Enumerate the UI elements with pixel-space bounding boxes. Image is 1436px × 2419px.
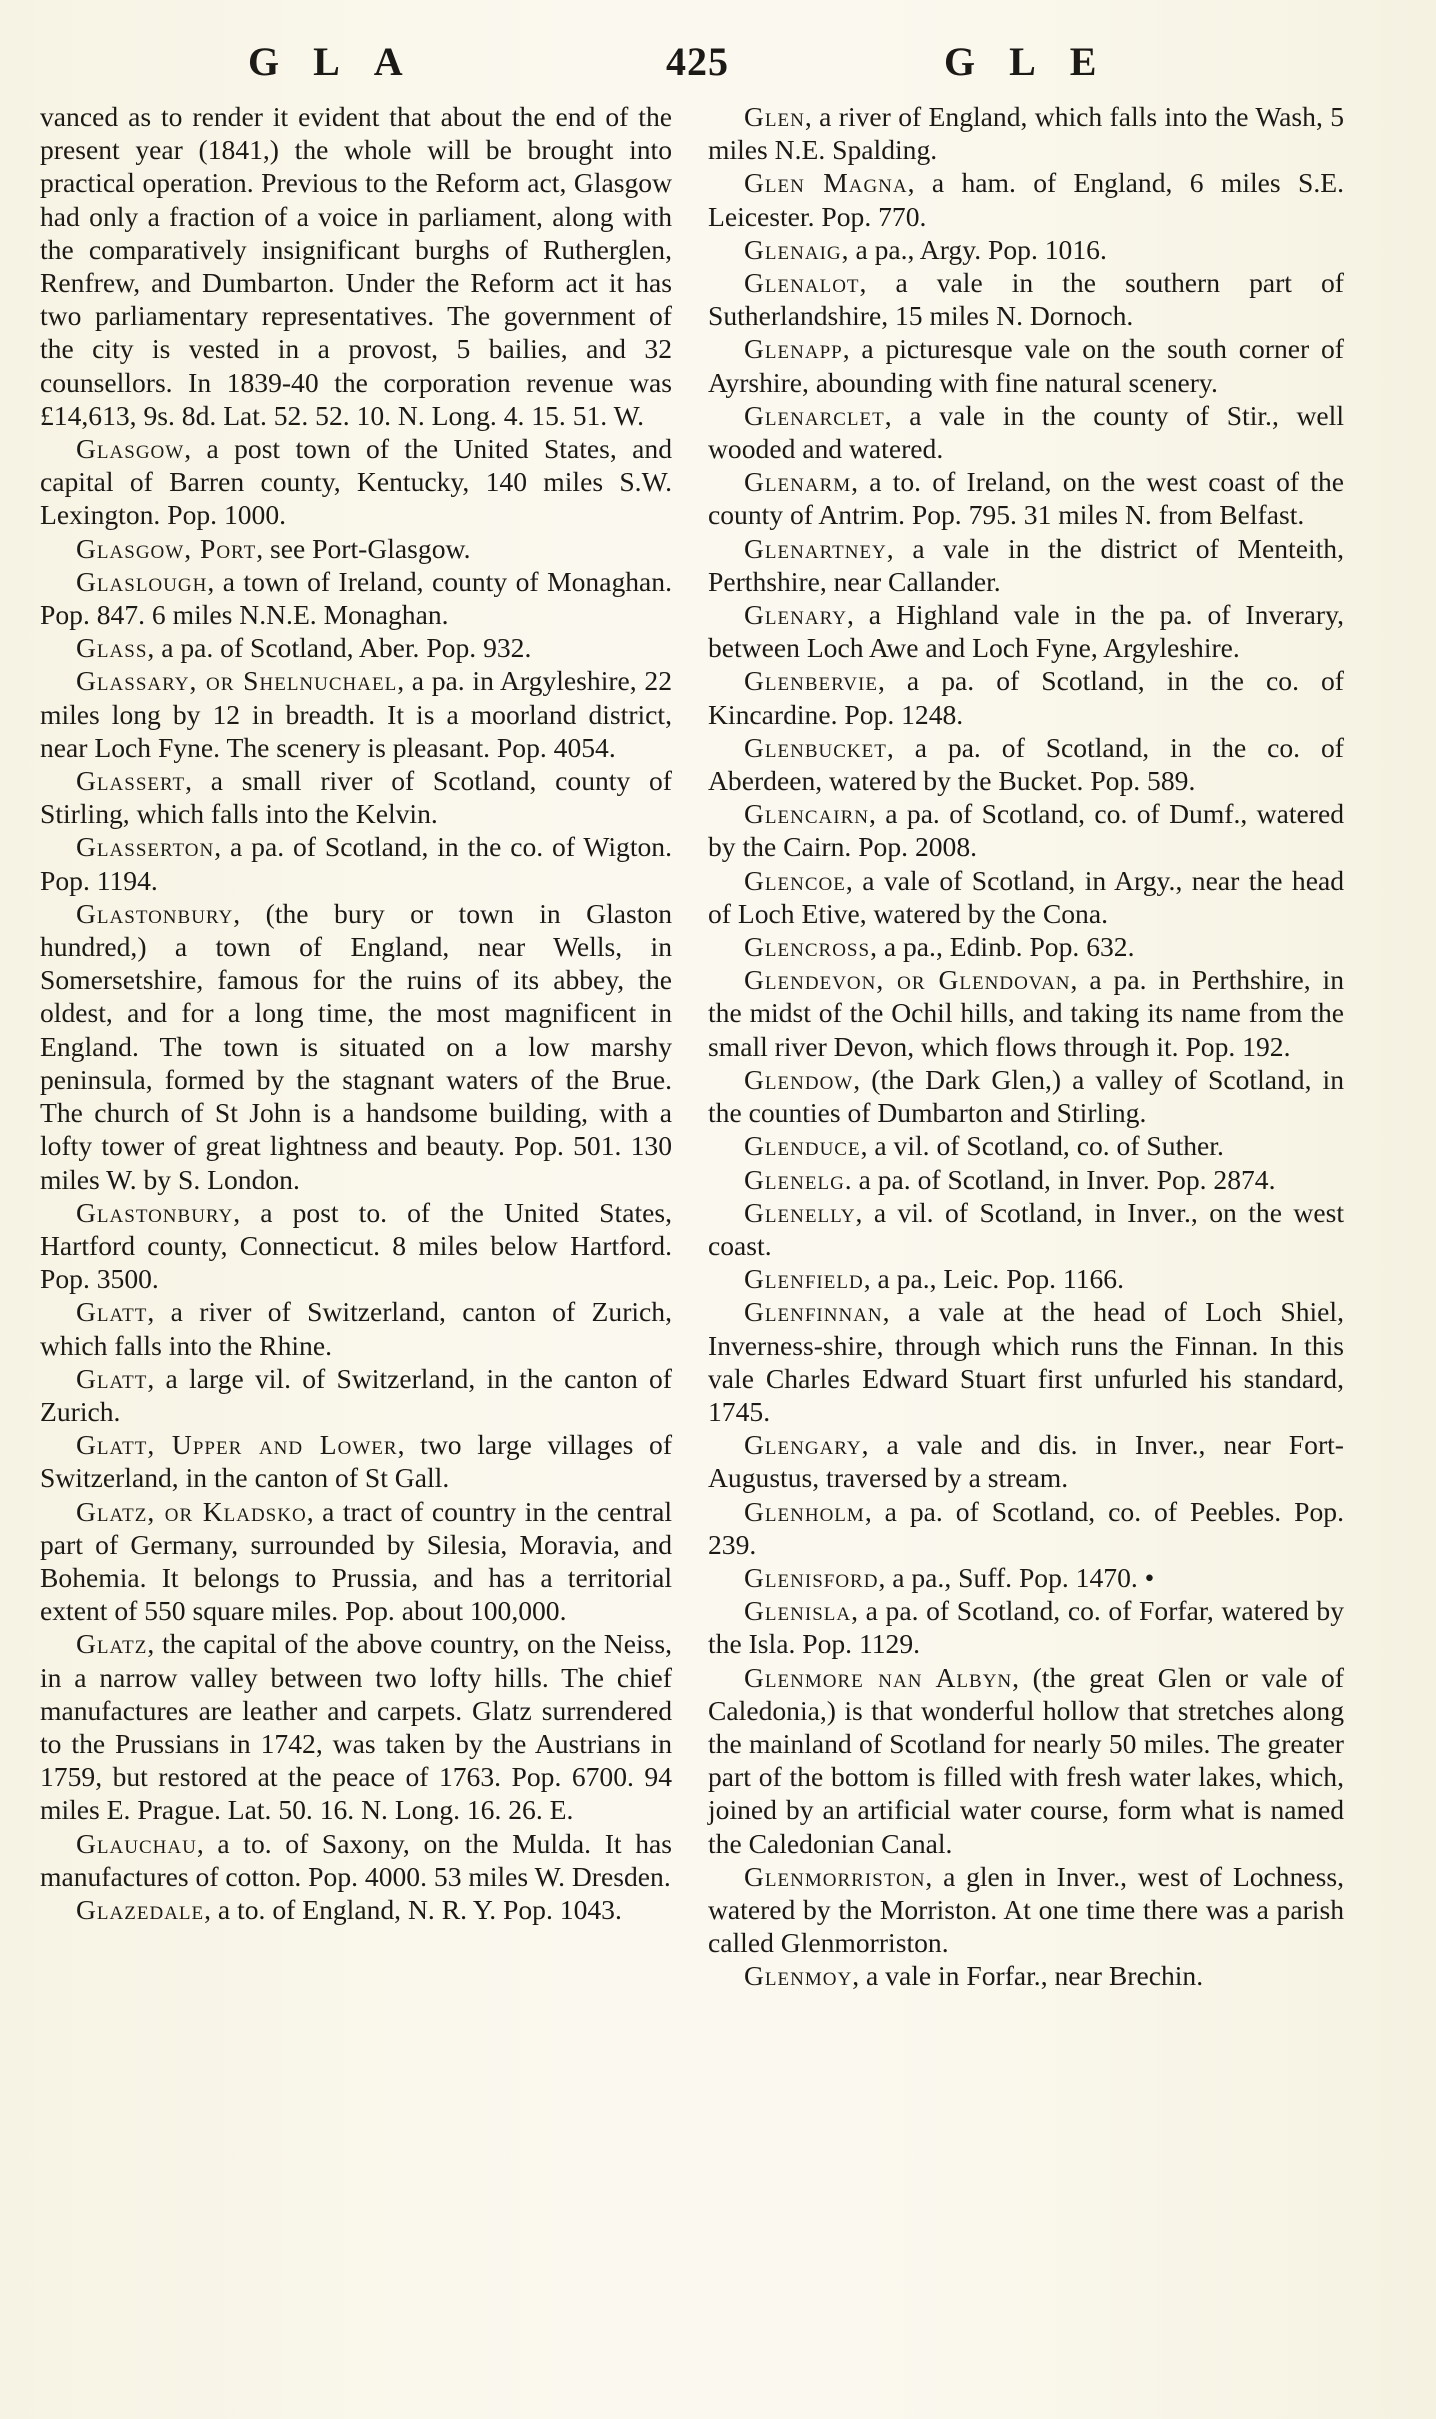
entry-headword: Glatt, Upper and Lower — [76, 1429, 398, 1461]
gazetteer-entry — [40, 830, 672, 896]
entry-text: , a Highland vale in the pa. of Inverary, between Loch Awe and Loch Fyne, Argyleshire. — [708, 599, 1344, 664]
gazetteer-entry — [708, 930, 1344, 963]
entry-text: , a pa. of Scotland, in the co. of Aberdeen, watered by the Bucket. Pop. 589. — [708, 731, 1344, 797]
entry-headword: Glencross — [744, 931, 871, 963]
entry-headword: Glaslough — [76, 565, 208, 597]
entry-headword: Glengary — [744, 1429, 862, 1461]
gazetteer-entry — [40, 1893, 672, 1926]
entry-headword: Glenduce — [744, 1130, 861, 1162]
entry-headword: Glenholm — [744, 1495, 865, 1527]
entry-text: , a vil. of Scotland, in Inver., on the west coast. — [708, 1196, 1344, 1261]
entry-text: , a pa. of Scotland, Aber. Pop. 932. — [147, 632, 532, 664]
entry-headword: Glenfield — [744, 1263, 864, 1295]
gazetteer-entry — [40, 565, 672, 631]
gazetteer-entry — [40, 1827, 672, 1893]
entry-headword: Glenmorriston — [744, 1860, 926, 1892]
gazetteer-entry — [708, 1428, 1344, 1494]
gazetteer-entry — [40, 1362, 672, 1428]
entry-headword: Glastonbury — [76, 897, 234, 929]
entry-headword: Glauchau — [76, 1827, 197, 1859]
gazetteer-entry — [40, 897, 672, 1196]
entry-text: , a pa., Suff. Pop. 1470. • — [878, 1561, 1155, 1593]
entry-headword: Glastonbury — [76, 1196, 234, 1228]
gazetteer-entry — [708, 1129, 1344, 1162]
gazetteer-entry — [708, 664, 1344, 730]
entry-headword: Glenaig — [744, 233, 842, 265]
entry-text: , a pa., Edinb. Pop. 632. — [870, 931, 1135, 963]
gazetteer-entry — [40, 100, 672, 432]
entry-headword: Glenapp — [744, 333, 843, 365]
entry-text: , a pa. of Scotland, co. of Dumf., watered by the Cairn. Pop. 2008. — [708, 798, 1344, 863]
entry-text: , a town of Ireland, county of Monaghan. Pop. 847. 6 miles N.N.E. Monaghan. — [40, 565, 672, 631]
gazetteer-entry — [40, 1428, 672, 1494]
entry-headword: Glenelly — [744, 1196, 856, 1228]
entry-text: , a pa. of Scotland, in the co. of Wigton. Pop. 1194. — [40, 831, 672, 896]
gazetteer-entry — [708, 1295, 1344, 1428]
entry-text: , a small river of Scotland, county of Stirling, which falls into the Kelvin. — [40, 765, 672, 830]
entry-text: . a pa. of Scotland, in Inver. Pop. 2874. — [844, 1163, 1276, 1195]
entry-text: , a large vil. of Switzerland, in the canton of Zurich. — [40, 1362, 672, 1427]
entry-text: , (the bury or town in Glaston hundred,) a town of England, near Wells, in Somersetshire, famous for the ruins of its abbey, the oldest, and for a long time, the most magnificent in England. The town is situated on a low marshy peninsula, formed by the stagnant waters of the Brue. The church of St John is a handsome building, with a lofty tower of great lightness and beauty. Pop. 501. 130 miles W. by S. London. — [40, 897, 672, 1195]
running-head — [0, 38, 1436, 94]
entry-text: , the capital of the above country, on the Neiss, in a narrow valley between two lofty hills. The chief manufactures are leather and carpets. Glatz surrendered to the Prussians in 1742, was taken by the Austrians in 1759, but restored at the peace of 1763. Pop. 6700. 94 miles E. Prague. Lat. 50. 16. N. Long. 16. 26. E. — [40, 1628, 672, 1826]
entry-headword: Glenbucket — [744, 731, 887, 763]
entry-text: , a pa., Argy. Pop. 1016. — [841, 233, 1107, 265]
entry-text: , a vale in the district of Menteith, Perthshire, near Callander. — [708, 532, 1344, 597]
gazetteer-entry — [40, 631, 672, 664]
entry-text: , a post to. of the United States, Hartford county, Connecticut. 8 miles below Hartford. Pop. 3500. — [40, 1196, 672, 1295]
entry-headword: Glatz, or Kladsko — [76, 1495, 307, 1527]
entry-text: , a pa. of Scotland, in the co. of Kincardine. Pop. 1248. — [708, 665, 1344, 730]
gazetteer-entry — [708, 266, 1344, 332]
entry-headword: Glenarm — [744, 466, 852, 498]
entry-headword: Glenfinnan — [744, 1296, 883, 1328]
entry-headword: Glenmoy — [744, 1960, 853, 1992]
entry-text: , a to. of England, N. R. Y. Pop. 1043. — [204, 1893, 622, 1925]
entry-headword: Glatt — [76, 1362, 148, 1394]
entry-headword: Glassert — [76, 765, 186, 797]
gazetteer-entry — [708, 465, 1344, 531]
entry-text: , a river of Switzerland, canton of Zurich, which falls into the Rhine. — [40, 1296, 672, 1361]
entry-text: , a vale of Scotland, in Argy., near the head of Loch Etive, watered by the Cona. — [708, 864, 1344, 929]
gazetteer-entry — [708, 532, 1344, 598]
entry-text: , a pa. in Perthshire, in the midst of the Ochil hills, and taking its name from the small river Devon, which flows through it. Pop. 192. — [708, 964, 1344, 1062]
entry-text: , a pa. of Scotland, co. of Peebles. Pop. 239. — [708, 1495, 1344, 1560]
entry-headword: Glenbervie — [744, 665, 878, 697]
entry-text: , a post town of the United States, and capital of Barren county, Kentucky, 140 miles S.W. Lexington. Pop. 1000. — [40, 433, 672, 531]
entry-text: , a vale in the southern part of Sutherlandshire, 15 miles N. Dornoch. — [708, 267, 1344, 332]
entry-headword: Glenarclet — [744, 399, 885, 431]
gazetteer-entry — [708, 1262, 1344, 1295]
entry-text: , (the great Glen or vale of Caledonia,) is that wonderful hollow that stretches along the mainland of Scotland for nearly 50 miles. The greater part of the bottom is filled with fresh water lakes, which, joined by an artificial water course, form what is named the Caledonian Canal. — [708, 1661, 1344, 1859]
entry-headword: Glass — [76, 632, 148, 664]
gazetteer-entry — [40, 432, 672, 532]
gazetteer-entry — [40, 1627, 672, 1826]
entry-headword: Glasgow, Port — [76, 532, 257, 564]
gazetteer-entry — [708, 1163, 1344, 1196]
entry-headword: Glenartney — [744, 532, 887, 564]
gazetteer-entry — [708, 1594, 1344, 1660]
gazetteer-entry — [708, 963, 1344, 1063]
gazetteer-entry — [708, 1495, 1344, 1561]
entry-headword: Glasgow — [76, 433, 185, 465]
gazetteer-entry — [708, 1561, 1344, 1594]
entry-text: , a glen in Inver., west of Lochness, watered by the Morriston. At one time there was a parish called Glenmorriston. — [708, 1860, 1344, 1959]
entry-headword: Glenelg — [744, 1163, 845, 1195]
header-left-guideword: GLA — [248, 39, 437, 84]
gazetteer-entry — [708, 233, 1344, 266]
gazetteer-entry — [708, 864, 1344, 930]
entry-headword: Glen — [744, 101, 805, 132]
entry-text: , a picturesque vale on the south corner of Ayrshire, abounding with fine natural scenery. — [708, 333, 1344, 398]
entry-headword: Glen Magna — [744, 167, 908, 199]
entry-headword: Glenary — [744, 599, 847, 631]
entry-text: , a pa. in Argyleshire, 22 miles long by 12 in breadth. It is a moorland district, near Loch Fyne. The scenery is pleasant. Pop. 4054. — [40, 665, 672, 763]
entry-text: , a vale at the head of Loch Shiel, Inverness-shire, through which runs the Finnan. In this vale Charles Edward Stuart first unfurled his standard, 1745. — [708, 1296, 1344, 1427]
entry-text: , a pa., Leic. Pop. 1166. — [863, 1263, 1124, 1295]
entry-text: , a ham. of England, 6 miles S.E. Leicester. Pop. 770. — [708, 167, 1344, 232]
left-column — [40, 100, 672, 1926]
entry-headword: Glasserton — [76, 831, 215, 863]
gazetteer-entry — [708, 1196, 1344, 1262]
gazetteer-entry — [40, 764, 672, 830]
entry-text: , see Port-Glasgow. — [256, 532, 471, 564]
gazetteer-entry — [708, 166, 1344, 232]
gazetteer-entry — [708, 1959, 1344, 1992]
gazetteer-entry — [708, 1661, 1344, 1860]
entry-headword: Glenisford — [744, 1561, 879, 1593]
entry-text: , a to. of Saxony, on the Mulda. It has manufactures of cotton. Pop. 4000. 53 miles W. Dresden. — [40, 1827, 672, 1892]
entry-headword: Glatt — [76, 1296, 148, 1328]
entry-headword: Glendow — [744, 1063, 854, 1095]
entry-headword: Glenmore nan Albyn — [744, 1661, 1013, 1693]
right-column — [708, 100, 1344, 1993]
entry-headword: Glencairn — [744, 798, 869, 830]
entry-text: , a pa. of Scotland, co. of Forfar, watered by the Isla. Pop. 1129. — [708, 1595, 1344, 1660]
gazetteer-entry — [708, 797, 1344, 863]
gazetteer-entry — [40, 1295, 672, 1361]
entry-text: , (the Dark Glen,) a valley of Scotland, in the counties of Dumbarton and Stirling. — [708, 1063, 1344, 1129]
entry-text: , a vale in Forfar., near Brechin. — [852, 1960, 1204, 1992]
gazetteer-entry — [708, 731, 1344, 797]
entry-text: vanced as to render it evident that about the end of the present year (1841,) the whole will be brought into practical operation. Previous to the Reform act, Glasgow had only a fraction of a voice in parliament, along with the comparatively insignificant burghs of Rutherglen, Renfrew, and Dumbarton. Under the Reform act it has two parliamentary representatives. The government of the city is vested in a provost, 5 bailies, and 32 counsellors. In 1839-40 the corporation revenue was £14,613, 9s. 8d. Lat. 52. 52. 10. N. Long. 4. 15. 51. W. — [40, 101, 672, 431]
entry-text: , a river of England, which falls into the Wash, 5 miles N.E. Spalding. — [708, 101, 1344, 166]
entry-headword: Glatz — [76, 1628, 148, 1660]
gazetteer-entry — [708, 1063, 1344, 1129]
entry-headword: Glencoe — [744, 864, 846, 896]
header-right-guideword: GLE — [944, 39, 1131, 84]
entry-text: , a vale in the county of Stir., well wooded and watered. — [708, 399, 1344, 465]
entry-headword: Glenisla — [744, 1595, 852, 1627]
entry-headword: Glendevon, or Glendovan — [744, 964, 1071, 996]
entry-text: , a vale and dis. in Inver., near Fort-Augustus, traversed by a stream. — [708, 1429, 1344, 1494]
entry-headword: Glassary, or Shelnuchael — [76, 665, 398, 697]
gazetteer-entry — [708, 332, 1344, 398]
entry-text: , a to. of Ireland, on the west coast of the county of Antrim. Pop. 795. 31 miles N. from Belfast. — [708, 466, 1344, 531]
gazetteer-entry — [40, 1196, 672, 1296]
gazetteer-entry — [708, 100, 1344, 166]
entry-text: , two large villages of Switzerland, in the canton of St Gall. — [40, 1429, 673, 1494]
gazetteer-entry — [40, 664, 672, 764]
gazetteer-entry — [708, 399, 1344, 465]
entry-headword: Glenalot — [744, 267, 860, 299]
gazetteer-entry — [40, 1495, 672, 1628]
entry-text: , a tract of country in the central part of Germany, surrounded by Silesia, Moravia, and Bohemia. It belongs to Prussia, and has a territorial extent of 550 square miles. Pop. about 100,000. — [40, 1495, 673, 1627]
gazetteer-entry — [708, 1860, 1344, 1960]
gazetteer-entry — [708, 598, 1344, 664]
gazetteer-entry — [40, 532, 672, 565]
page-number: 425 — [666, 39, 729, 84]
entry-text: , a vil. of Scotland, co. of Suther. — [860, 1130, 1224, 1162]
entry-headword: Glazedale — [76, 1893, 205, 1925]
